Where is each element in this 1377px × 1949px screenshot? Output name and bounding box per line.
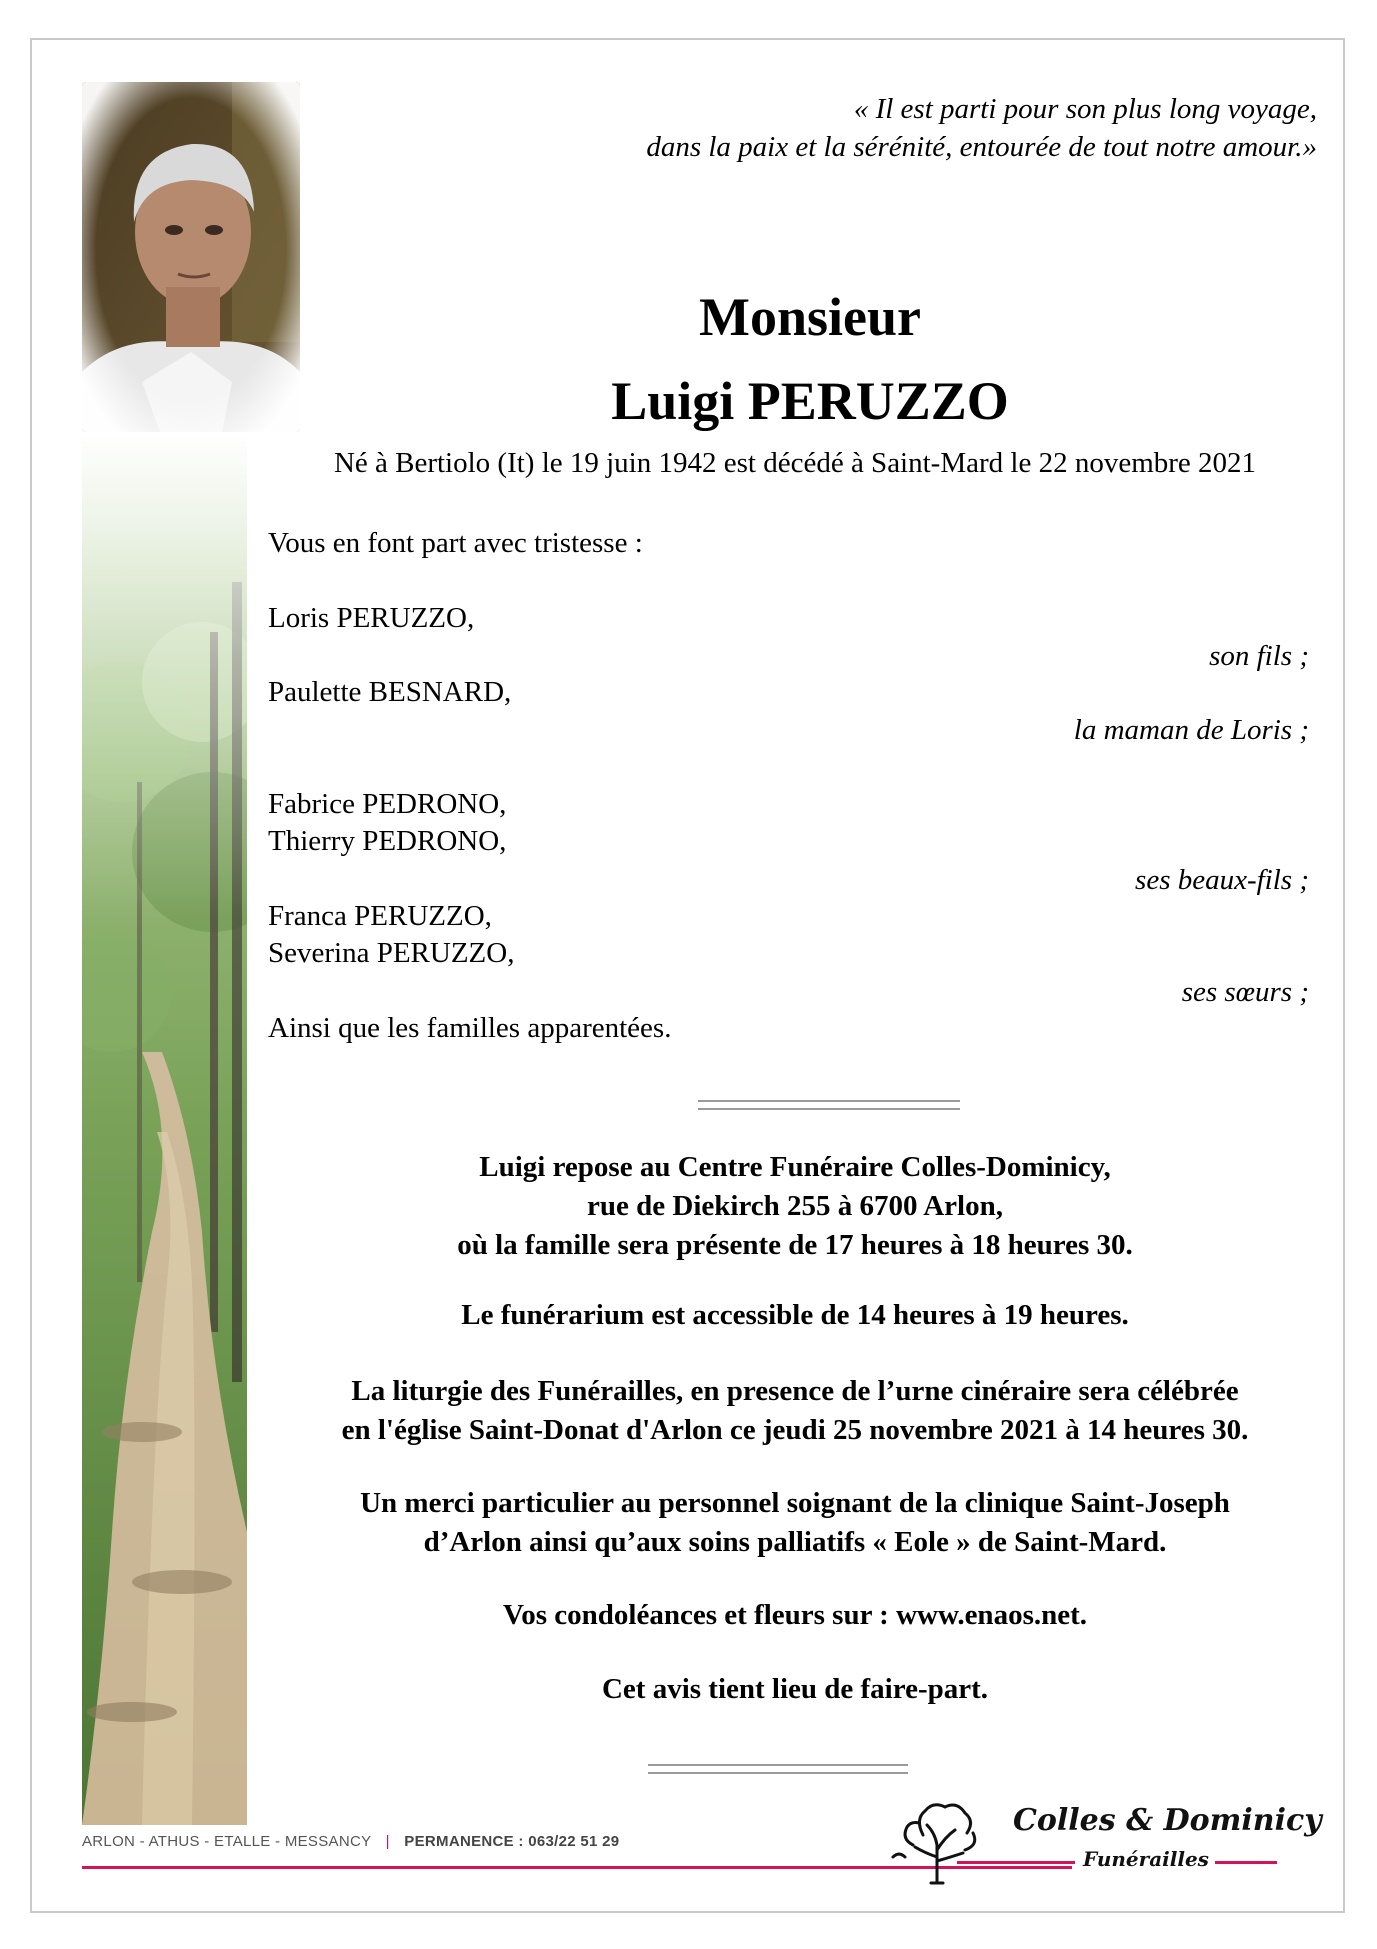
family-name: Thierry PEDRONO, [268, 825, 507, 857]
access-info: Le funérarium est accessible de 14 heures à 19 heures. [461, 1299, 1129, 1331]
epitaph-quote [417, 90, 1317, 166]
footer-separator: | [385, 1833, 390, 1850]
family-relation: son fils ; [1209, 640, 1309, 672]
separator-top [698, 1100, 960, 1110]
thanks-line: Un merci particulier au personnel soignant de la clinique Saint-Joseph [360, 1487, 1230, 1519]
family-name: Franca PERUZZO, [268, 900, 492, 932]
funeral-home-logo [885, 1795, 1322, 1890]
family-name: Loris PERUZZO, [268, 602, 475, 634]
family-relation: ses beaux-fils ; [1135, 864, 1309, 896]
family-name: Paulette BESNARD, [268, 676, 512, 708]
deceased-name: Luigi PERUZZO [611, 371, 1009, 431]
family-name: Severina PERUZZO, [268, 937, 515, 969]
quote-line: « Il est parti pour son plus long voyage, [853, 93, 1317, 125]
liturgy-line: La liturgie des Funérailles, en presence de l’urne cinéraire sera célébrée [351, 1375, 1239, 1407]
condolences-info: Vos condoléances et fleurs sur : www.enaos.net. [502, 1599, 1088, 1631]
thanks-line: d’Arlon ainsi qu’aux soins palliatifs « Eole » de Saint-Mard. [423, 1526, 1167, 1558]
title-honorific: Monsieur [699, 287, 921, 347]
quote-line: dans la paix et la sérénité, entourée de tout notre amour.» [646, 131, 1317, 163]
rest-line: Luigi repose au Centre Funéraire Colles-Dominicy, [479, 1151, 1111, 1183]
rest-line: où la famille sera présente de 17 heures à 18 heures 30. [457, 1229, 1133, 1261]
family-name: Fabrice PEDRONO, [268, 788, 507, 820]
logo-subtitle: Funérailles [1083, 1847, 1209, 1871]
logo-accent-line [1215, 1861, 1277, 1864]
footer-permanence: PERMANENCE : 063/22 51 29 [404, 1833, 620, 1850]
family-relation: la maman de Loris ; [1073, 714, 1309, 746]
footer-locations: ARLON - ATHUS - ETALLE - MESSANCY [82, 1833, 372, 1850]
forest-path-image [82, 432, 247, 1825]
logo-name: Colles & Dominicy [1013, 1803, 1322, 1838]
logo-accent-line [957, 1861, 1075, 1864]
portrait-photo [82, 82, 300, 432]
intro-text: Vous en font part avec tristesse : [268, 527, 643, 559]
liturgy-info [270, 1372, 1320, 1450]
birth-death-line: Né à Bertiolo (It) le 19 juin 1942 est décédé à Saint-Mard le 22 novembre 2021 [333, 447, 1257, 479]
notice-info: Cet avis tient lieu de faire-part. [601, 1673, 989, 1705]
rest-line: rue de Diekirch 255 à 6700 Arlon, [587, 1190, 1003, 1222]
rest-info [270, 1148, 1320, 1265]
tree-icon [885, 1795, 995, 1890]
thanks-info [270, 1484, 1320, 1562]
liturgy-line: en l'église Saint-Donat d'Arlon ce jeudi 25 novembre 2021 à 14 heures 30. [341, 1414, 1249, 1446]
separator-bottom [648, 1764, 908, 1774]
footer-contact [82, 1833, 619, 1850]
family-relation: ses sœurs ; [1181, 976, 1309, 1008]
closing-family: Ainsi que les familles apparentées. [268, 1012, 672, 1044]
